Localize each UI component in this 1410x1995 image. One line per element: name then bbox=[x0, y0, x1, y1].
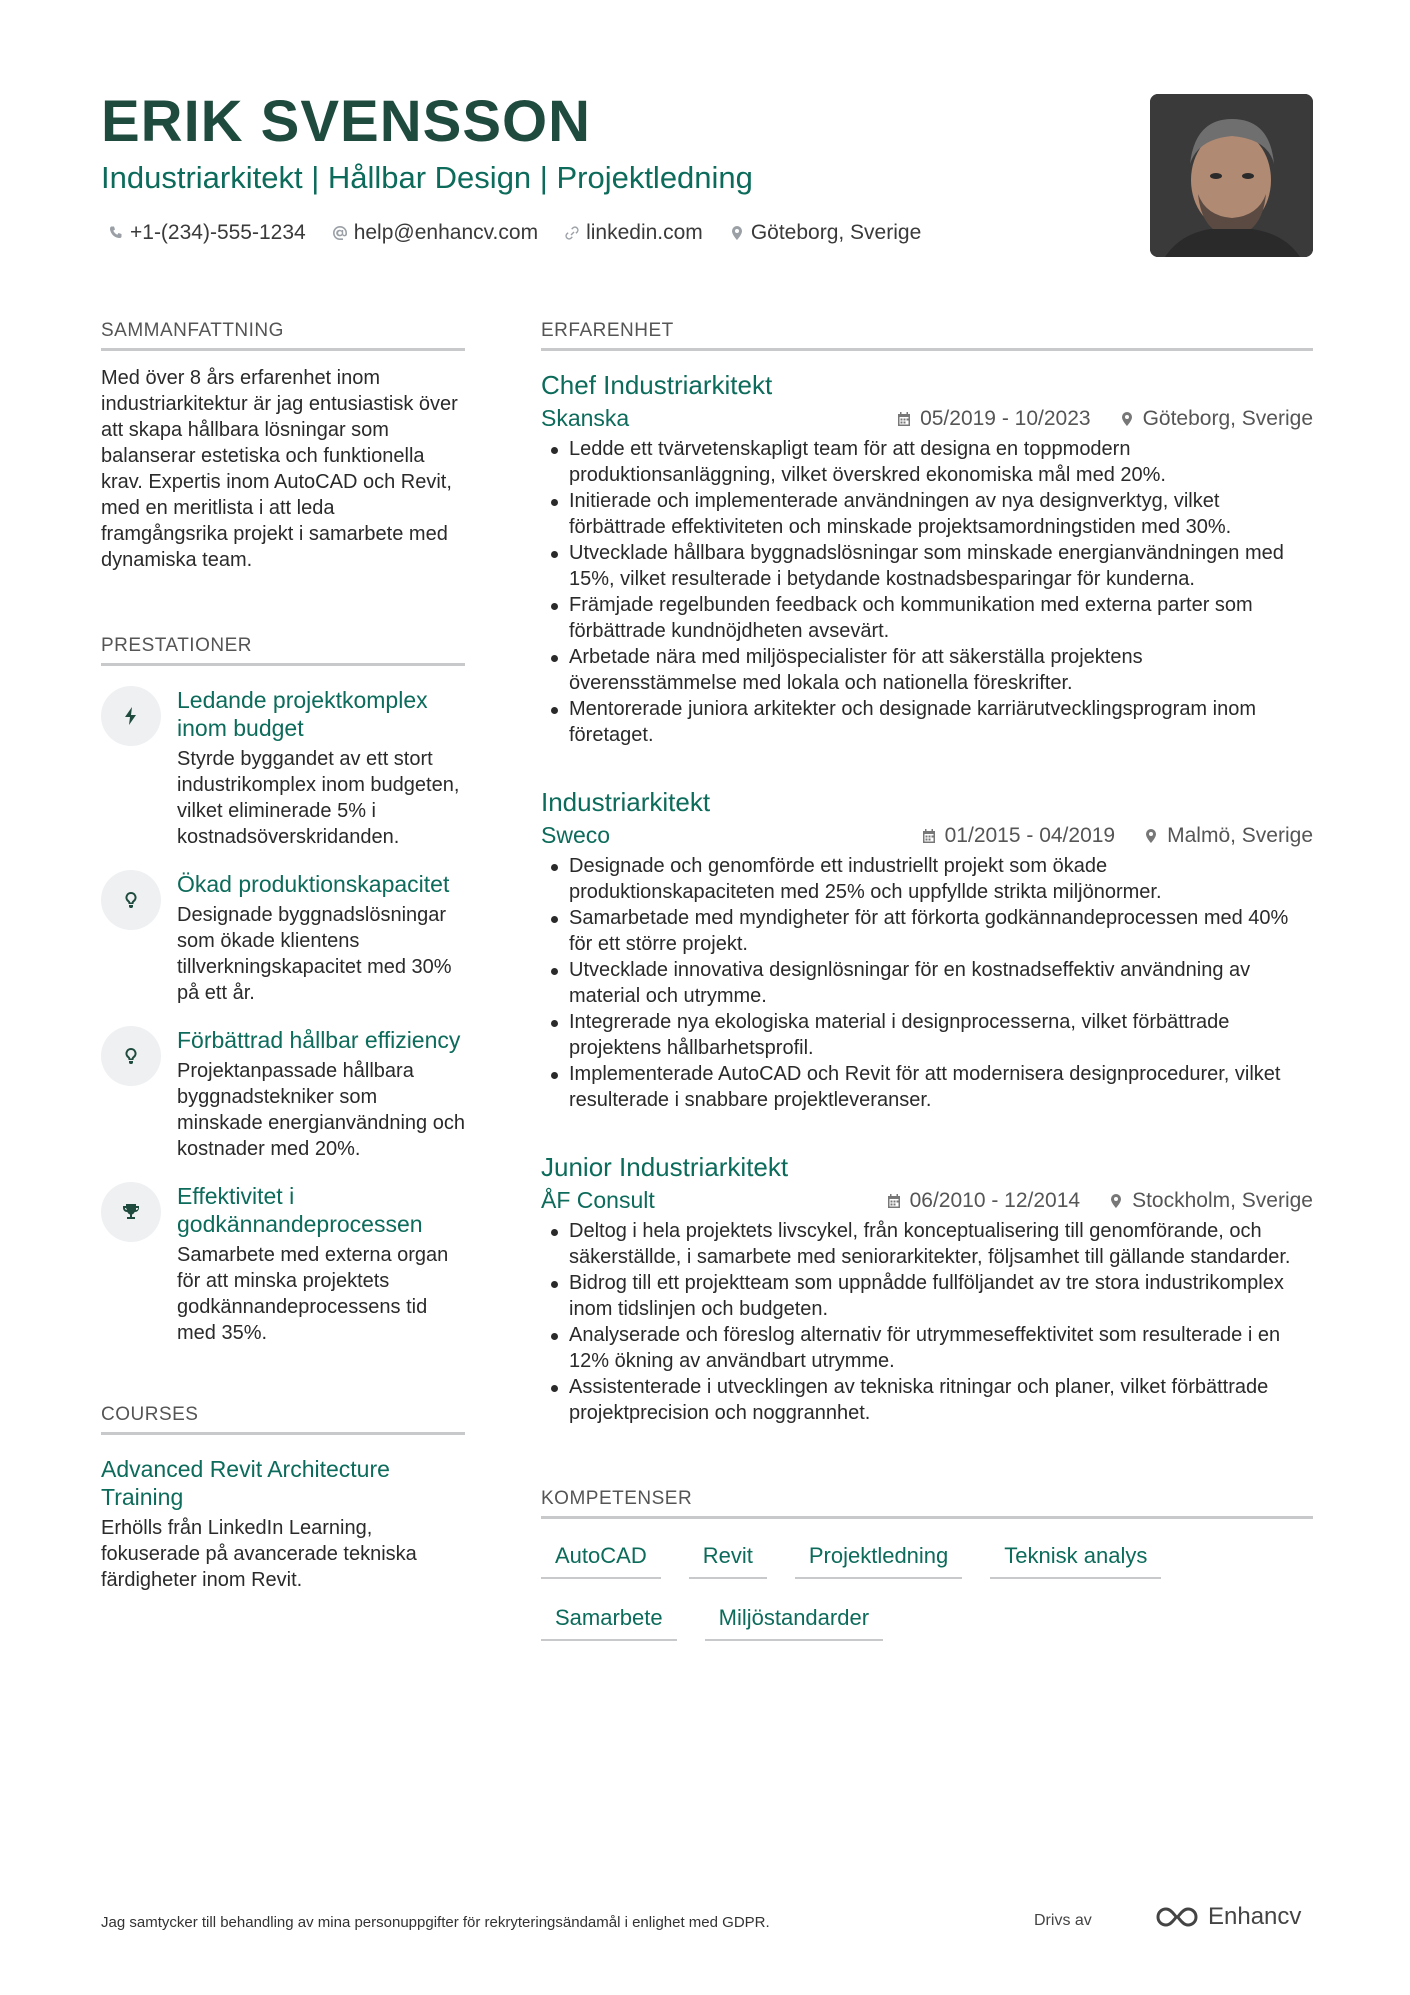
courses-section bbox=[101, 1404, 465, 1593]
achievement-title: Ökad produktionskapacitet bbox=[177, 871, 450, 897]
candidate-name: ERIK SVENSSON bbox=[101, 89, 591, 154]
gdpr-consent: Jag samtycker till behandling av mina personuppgifter för rekryteringsändamål i enlighet med GDPR. bbox=[101, 1914, 770, 1931]
job-title: Junior Industriarkitekt bbox=[541, 1152, 789, 1182]
achievement-title: Förbättrad hållbar effiziency bbox=[177, 1027, 461, 1053]
achievement-desc: Designade byggnadslösningar som ökade klientens tillverkningskapacitet med 30% på ett år. bbox=[177, 904, 452, 1004]
job-bullet: Assistenterade i utvecklingen av tekniska ritningar och planer, vilket förbättrade projektprecision och noggrannhet. bbox=[547, 1374, 1313, 1426]
linkedin-text: linkedin.com bbox=[586, 221, 703, 244]
trophy-icon bbox=[101, 1182, 161, 1242]
achievement-title: Ledande projektkomplex inom budget bbox=[177, 687, 428, 741]
contact-info bbox=[108, 221, 921, 245]
job-bullet: Samarbetade med myndigheter för att förkorta godkännandeprocessen med 40% för ett större projekt. bbox=[547, 905, 1313, 957]
job-bullet: Implementerade AutoCAD och Revit för att modernisera designprocedurer, vilket resulterade i snabbare projektleveranser. bbox=[547, 1061, 1313, 1113]
calendar-icon bbox=[921, 828, 937, 844]
job-bullet: Ledde ett tvärvetenskapligt team för att designa en toppmodern produktionsanläggning, vilket överskred ekonomiska mål med 20%. bbox=[547, 436, 1313, 488]
achievement-item bbox=[101, 1026, 465, 1162]
skill-tag: Projektledning bbox=[795, 1537, 962, 1579]
job-dates-text: 01/2015 - 04/2019 bbox=[944, 823, 1116, 847]
job-location bbox=[1119, 407, 1313, 431]
achievement-item bbox=[101, 870, 465, 1006]
job-bullet: Utvecklade innovativa designlösningar för en kostnadseffektiv användning av material och utrymme. bbox=[547, 957, 1313, 1009]
job-meta bbox=[541, 405, 1313, 432]
map-pin-icon bbox=[1143, 828, 1159, 844]
phone-icon bbox=[108, 225, 124, 241]
job-location bbox=[1143, 824, 1313, 848]
skill-tag: AutoCAD bbox=[541, 1537, 661, 1579]
brand-name: Enhancv bbox=[1208, 1903, 1302, 1930]
calendar-icon bbox=[886, 1193, 902, 1209]
job-bullets bbox=[541, 1218, 1313, 1426]
right-column bbox=[541, 320, 1313, 1661]
job-entry bbox=[541, 1151, 1313, 1426]
course-desc: Erhölls från LinkedIn Learning, fokuserade på avancerade tekniska färdigheter inom Revit. bbox=[101, 1517, 417, 1591]
courses-heading: COURSES bbox=[101, 1404, 465, 1435]
job-bullets bbox=[541, 436, 1313, 748]
candidate-headline: Industriarkitekt | Hållbar Design | Projektledning bbox=[101, 160, 753, 195]
job-bullet: Utvecklade hållbara byggnadslösningar som minskade energianvändningen med 15%, vilket resulterade i betydande kostnadsbesparingar för kunderna. bbox=[547, 540, 1313, 592]
bolt-icon bbox=[101, 686, 161, 746]
experience-heading: ERFARENHET bbox=[541, 320, 1313, 351]
lightbulb-icon bbox=[101, 870, 161, 930]
skills-heading: KOMPETENSER bbox=[541, 1488, 1313, 1519]
job-meta bbox=[541, 822, 1313, 849]
linkedin-contact[interactable] bbox=[564, 221, 703, 245]
lightbulb-icon bbox=[101, 1026, 161, 1086]
achievement-desc: Samarbete med externa organ för att minska projektets godkännandeprocessens tid med 35%. bbox=[177, 1244, 449, 1344]
powered-by-label: Drivs av bbox=[1034, 1912, 1092, 1929]
job-bullet: Arbetade nära med miljöspecialister för att säkerställa projektens överensstämmelse med lokala och nationella föreskrifter. bbox=[547, 644, 1313, 696]
job-entry bbox=[541, 369, 1313, 748]
skill-tag: Teknisk analys bbox=[990, 1537, 1161, 1579]
location-contact bbox=[729, 221, 921, 245]
job-bullet: Främjade regelbunden feedback och kommunikation med externa parter som förbättrade kundnöjdheten avsevärt. bbox=[547, 592, 1313, 644]
company-name: Sweco bbox=[541, 822, 611, 848]
job-dates bbox=[896, 407, 1090, 431]
job-entry bbox=[541, 786, 1313, 1113]
skill-tag: Samarbete bbox=[541, 1599, 677, 1641]
job-location-text: Göteborg, Sverige bbox=[1142, 406, 1313, 430]
skills-section bbox=[541, 1488, 1313, 1661]
achievements-heading: PRESTATIONER bbox=[101, 635, 465, 666]
job-bullet: Mentorerade juniora arkitekter och designade karriärutvecklingsprogram inom företaget. bbox=[547, 696, 1313, 748]
skill-tag: Revit bbox=[689, 1537, 767, 1579]
job-location-text: Stockholm, Sverige bbox=[1132, 1188, 1313, 1212]
job-bullets bbox=[541, 853, 1313, 1113]
phone-contact bbox=[108, 221, 306, 245]
enhancv-logo-icon bbox=[1154, 1904, 1200, 1930]
link-icon bbox=[564, 225, 580, 241]
email-contact[interactable] bbox=[332, 221, 538, 245]
achievement-desc: Styrde byggandet av ett stort industrikomplex inom budgeten, vilket eliminerade 5% i kostnadsöverskridanden. bbox=[177, 748, 460, 848]
left-column bbox=[101, 320, 465, 1593]
skill-list bbox=[541, 1537, 1313, 1661]
job-bullet: Integrerade nya ekologiska material i designprocesserna, vilket förbättrade projektens hållbarhetsprofil. bbox=[547, 1009, 1313, 1061]
job-meta bbox=[541, 1187, 1313, 1214]
calendar-icon bbox=[896, 411, 912, 427]
job-bullet: Designade och genomförde ett industriellt projekt som ökade produktionskapaciteten med 25% och uppfyllde strikta miljönormer. bbox=[547, 853, 1313, 905]
job-bullet: Bidrog till ett projektteam som uppnådde fullföljandet av tre stora industrikomplex inom tidslinjen och budgeten. bbox=[547, 1270, 1313, 1322]
job-dates-text: 05/2019 - 10/2023 bbox=[920, 406, 1091, 430]
location-text: Göteborg, Sverige bbox=[750, 221, 922, 244]
job-dates-text: 06/2010 - 12/2014 bbox=[909, 1188, 1081, 1212]
job-dates bbox=[921, 824, 1115, 848]
achievement-item bbox=[101, 686, 465, 850]
course-title: Advanced Revit Architecture Training bbox=[101, 1456, 390, 1510]
job-location-text: Malmö, Sverige bbox=[1167, 823, 1313, 847]
at-icon bbox=[332, 225, 348, 241]
job-bullet: Initierade och implementerade användningen av nya designverktyg, vilket förbättrade effektiviteten och minskade projektsamordningstiden med 30%. bbox=[547, 488, 1313, 540]
brand-logo[interactable] bbox=[1154, 1903, 1301, 1931]
summary-text: Med över 8 års erfarenhet inom industriarkitektur är jag entusiastisk över att skapa hållbara lösningar som balanserar estetiska och funktionella krav. Expertis inom AutoCAD och Revit, med en meritlista i att leda framgångsrika projekt i samarbete med dynamiska team. bbox=[101, 367, 458, 571]
email-text: help@enhancv.com bbox=[353, 221, 539, 244]
summary-section bbox=[101, 320, 465, 573]
achievement-item bbox=[101, 1182, 465, 1346]
job-bullet: Deltog i hela projektets livscykel, från konceptualisering till genomförande, och säkerställde, i samarbete med seniorarkitekter, följsamhet till gällande standarder. bbox=[547, 1218, 1313, 1270]
achievements-section bbox=[101, 635, 465, 1346]
company-name: ÅF Consult bbox=[541, 1187, 655, 1213]
experience-section bbox=[541, 320, 1313, 1426]
achievement-title: Effektivitet i godkännandeprocessen bbox=[177, 1183, 423, 1237]
profile-photo bbox=[1150, 94, 1313, 257]
skill-tag: Miljöstandarder bbox=[705, 1599, 883, 1641]
job-bullet: Analyserade och föreslog alternativ för utrymmeseffektivitet som resulterade i en 12% ökning av användbart utrymme. bbox=[547, 1322, 1313, 1374]
job-title: Industriarkitekt bbox=[541, 787, 711, 817]
company-name: Skanska bbox=[541, 405, 630, 431]
map-pin-icon bbox=[1108, 1193, 1124, 1209]
summary-heading: SAMMANFATTNING bbox=[101, 320, 465, 351]
achievement-desc: Projektanpassade hållbara byggnadstekniker som minskade energianvändning och kostnader med 20%. bbox=[177, 1060, 465, 1160]
phone-text: +1-(234)-555-1234 bbox=[130, 221, 306, 244]
job-dates bbox=[886, 1189, 1080, 1213]
portrait-image bbox=[1150, 94, 1313, 257]
job-title: Chef Industriarkitekt bbox=[541, 370, 773, 400]
job-location bbox=[1108, 1189, 1313, 1213]
map-pin-icon bbox=[1119, 411, 1135, 427]
map-pin-icon bbox=[729, 225, 745, 241]
